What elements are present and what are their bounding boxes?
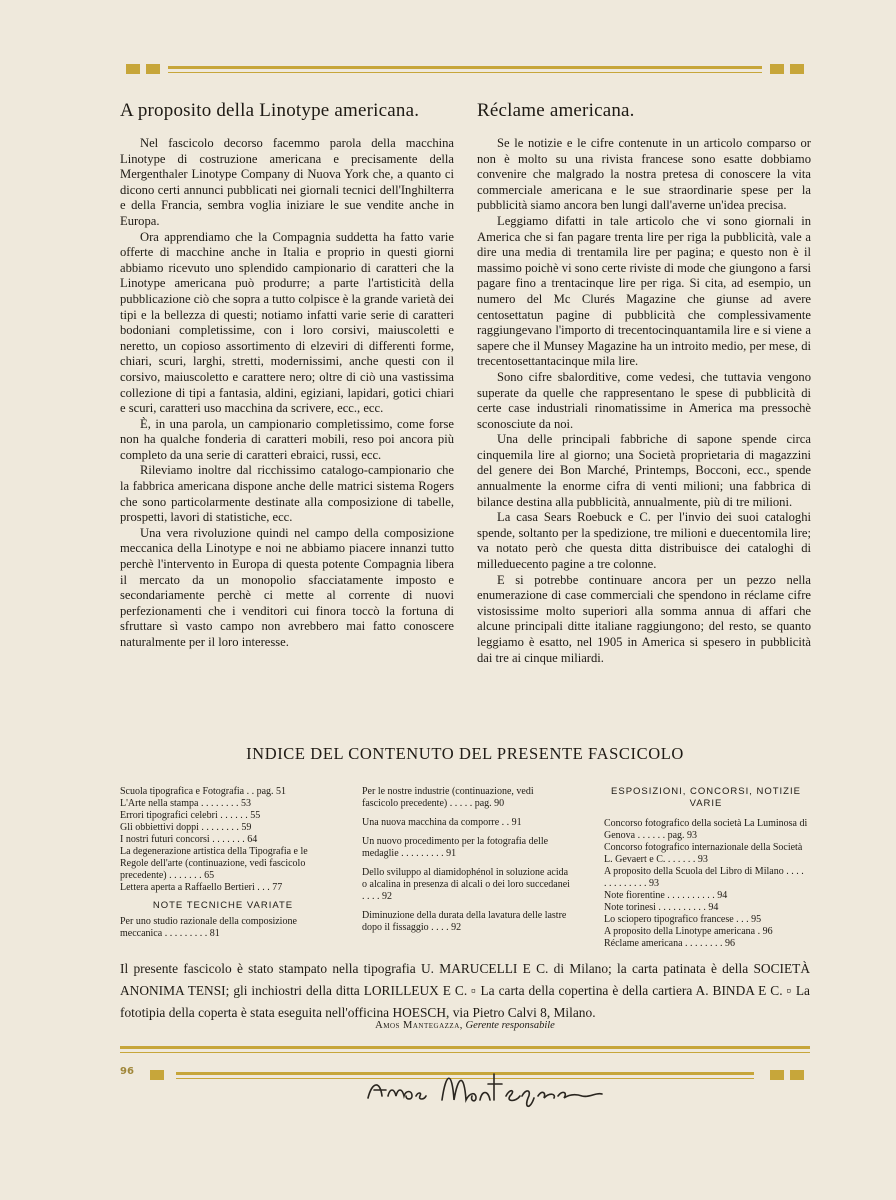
index-entry: Réclame americana . . . . . . . . 96 [604,938,736,949]
ornament-square [770,1070,784,1080]
index-entry: Note torinesi . . . . . . . . . . 94 [604,902,719,913]
ornament-rule [168,66,762,69]
index-entry: Per uno studio razionale della composizione meccanica . . . . . . . . . 81 [120,916,297,939]
index-entry: Note fiorentine . . . . . . . . . . 94 [604,890,728,901]
index-entry: A proposito della Linotype americana . 96 [604,926,773,937]
index-section-heading: NOTE TECNICHE VARIATE [152,900,294,911]
article-linotype [120,100,454,651]
index-entry: L'Arte nella stampa . . . . . . . . 53 [120,798,251,809]
article-paragraph: Sono cifre sbalorditive, come vedesi, che tuttavia vengono superate da quelle che rappresentano le spese di pubblicità di certe case industriali rinomatissime in America ma pressochè sconosciute da noi. [477,369,811,431]
index-column-1 [120,786,326,940]
index-column-2 [362,786,570,941]
ornament-square [126,64,140,74]
article-paragraph: Una vera rivoluzione quindi nel campo della composizione meccanica della Linotype e noi ne abbiamo piacere innanzi tutto perchè l'intervento in Europa di questa potente Compagnia libera il mercato da un monopolio sfacciatamente imposto e secondariamente perchè ci mette al corrente di nuovi perfezionamenti che i venditori cui finora toccò la fortuna di sfruttare sì vasto campo non avrebbero mai fatto conoscere naturalmente per il loro interesse. [120,525,454,649]
article-paragraph: Nel fascicolo decorso facemmo parola della macchina Linotype di costruzione americana e precisamente della Mergenthaler Linotype Company di Nuova York che, a quanto ci dicono certi annunci pubblicati nei giornali tecnici dell'Inghilterra e della Francia, sembra voglia iniziare le sue vendite anche in Europa. [120,136,454,228]
article-paragraph: Rileviamo inoltre dal ricchissimo catalogo-campionario che la fabbrica americana dispone anche delle matrici sistema Rogers che sono particolarmente destinate alla composizione di tabelle, prospetti, lavori di statistiche, ecc. [120,463,454,525]
article-paragraph: E si potrebbe continuare ancora per un pezzo nella enumerazione di case commerciali che spendono in réclame cifre vistosissime molto superiori alla somma annua di affari che alcune principali ditte italiane raggiungono; del resto, se quanto leggiamo è esatto, nel 1905 in America si spesero in pubblicità dai tre ai cinque miliardi. [477,572,811,665]
ornament-square [150,1070,164,1080]
index-entry: Un nuovo procedimento per la fotografia delle medaglie . . . . . . . . . 91 [362,836,549,859]
index-column-3 [604,786,808,950]
article-paragraph: Una delle principali fabbriche di sapone spende circa cinquemila lire al giorno; una Società proprietaria di magazzini del genere dei Bon Marché, Printemps, Bocconi, ecc., spende annualmente la enorme cifra di venti milioni; una fabbrica di bilance destina alla pubblicità, annualmente, più di tre milioni. [477,432,811,509]
index-entry: La degenerazione artistica della Tipografia e le Regole dell'arte (continuazione, vedi fascicolo precedente) . . . . . . . 65 [120,846,308,881]
signature-image [360,1062,620,1112]
ornament-square [770,64,784,74]
page-number: 96 [120,1066,134,1077]
index-entry: Diminuzione della durata della lavatura delle lastre dopo il fissaggio . . . . 92 [362,910,567,933]
index-title: INDICE DEL CONTENUTO DEL PRESENTE FASCICOLO [246,744,684,763]
index-entry: Dello sviluppo al diamidophénol in soluzione acida o alcalina in presenza di alcali o dei loro succedanei . . . . 92 [362,867,570,902]
article-title: A proposito della Linotype americana. [120,100,420,121]
article-paragraph: Se le notizie e le cifre contenute in un articolo comparso or non è molto su una rivista francese sono esatte dobbiamo convenire che malgrado la nostra pretesa di conoscere la vita commerciale americana e le sue straordinarie spese per la pubblicità siamo ancora ben lungi dall'averne un'idea precisa. [477,136,811,213]
editor-name: Amos Mantegazza, [375,1020,463,1031]
index-entry: Concorso fotografico della società La Luminosa di Genova . . . . . . pag. 93 [604,818,808,841]
editor-role: Gerente responsabile [465,1020,555,1031]
article-paragraph: Leggiamo difatti in tale articolo che vi sono giornali in America che si fan pagare trenta lire per riga la pubblicità, vale a dire una media di trentamila lire per pagina; e questo non è il massimo poichè vi sono certe riviste di mode che giungono a farsi pagare fino a trentacinque lire per riga. Si cita, ad esempio, un numero del Mc Clurés Magazine che giunse ad avere centosettatun pagine di pubblicità che complessivamente raggiungevano l'importo di trecentocinquantamila lire e si viene a sapere che il Munsey Magazine ha un introito medio, per mese, di trecentosettantacinque mila lire. [477,213,811,369]
article-title: Réclame americana. [477,100,635,121]
article-paragraph: Ora apprendiamo che la Compagnia suddetta ha fatto varie offerte di macchine anche in Italia e proprio in questi giorni abbiamo ricevuto uno splendido campionario di caratteri che la Linotype americana può produrre; a parte l'artisticità della pubblicazione ciò che sopra a tutto colpisce è la grande varietà dei tipi e la bellezza di questi; notiamo infatti varie serie di caratteri bodoniani completissime, con i loro corsivi, maiuscoletti e neretto, un copioso assortimento di elzeviri di differenti forme, chiari, scuri, larghi, stretti, modernissimi, anche questi con il corsivo, maiuscoletto e carattere nero; oltre di ciò una vastissima collezione di tipi a fantasia, aldini, egiziani, lapidari, gotici chiari e scuri, caratteri uso macchina da scrivere, ecc., ecc. [120,229,454,416]
header-ornament [120,64,810,78]
article-paragraph: È, in una parola, un campionario completissimo, come forse non ha qualche fonderia di caratteri mobili, reso poi ancora più completo da una serie di caratteri ebraici, russi, ecc. [120,416,454,462]
responsible-editor [120,1020,810,1031]
index-entry: Lettera aperta a Raffaello Bertieri . . . 77 [120,882,283,893]
index-entry: Errori tipografici celebri . . . . . . 55 [120,810,261,821]
index-entry: Per le nostre industrie (continuazione, vedi fascicolo precedente) . . . . . pag. 90 [362,786,534,809]
ornament-rule [120,1052,810,1053]
ornament-square [790,64,804,74]
imprint-notice: Il presente fascicolo è stato stampato nella tipografia U. MARUCELLI E C. di Milano; la carta patinata è della SOCIETÀ ANONIMA TENSI; gli inchiostri della ditta LORILLEUX E C. ▫ La carta della copertina è della cartiera A. BINDA E C. ▫ La fototipia della coperta è stata eseguita nell'officina HOESCH, via Pietro Calvi 8, Milano. [120,961,810,1020]
index-entry: Concorso fotografico internazionale della Società L. Gevaert e C. . . . . . . 93 [604,842,803,865]
index-entry: Scuola tipografica e Fotografia . . pag. 51 [120,786,287,797]
ornament-square [146,64,160,74]
index-entry: Una nuova macchina da comporre . . 91 [362,817,522,828]
index-section-heading: ESPOSIZIONI, CONCORSI, NOTIZIE VARIE [611,786,801,809]
index-entry: A proposito della Scuola del Libro di Milano . . . . . . . . . . . . . 93 [604,866,804,889]
index-entry: Gli obbiettivi doppi . . . . . . . . 59 [120,822,252,833]
article-reclame [477,100,811,666]
index-entry: I nostri futuri concorsi . . . . . . . 64 [120,834,258,845]
ornament-rule [120,1046,810,1049]
index-entry: Lo sciopero tipografico francese . . . 95 [604,914,762,925]
article-paragraph: La casa Sears Roebuck e C. per l'invio dei suoi cataloghi spende, soltanto per la spedizione, tre milioni e duecentomila lire; va notato però che questa ditta distribuisce dei cataloghi di milleduecento pagine a tre colonne. [477,510,811,572]
ornament-rule [168,72,762,73]
ornament-square [790,1070,804,1080]
